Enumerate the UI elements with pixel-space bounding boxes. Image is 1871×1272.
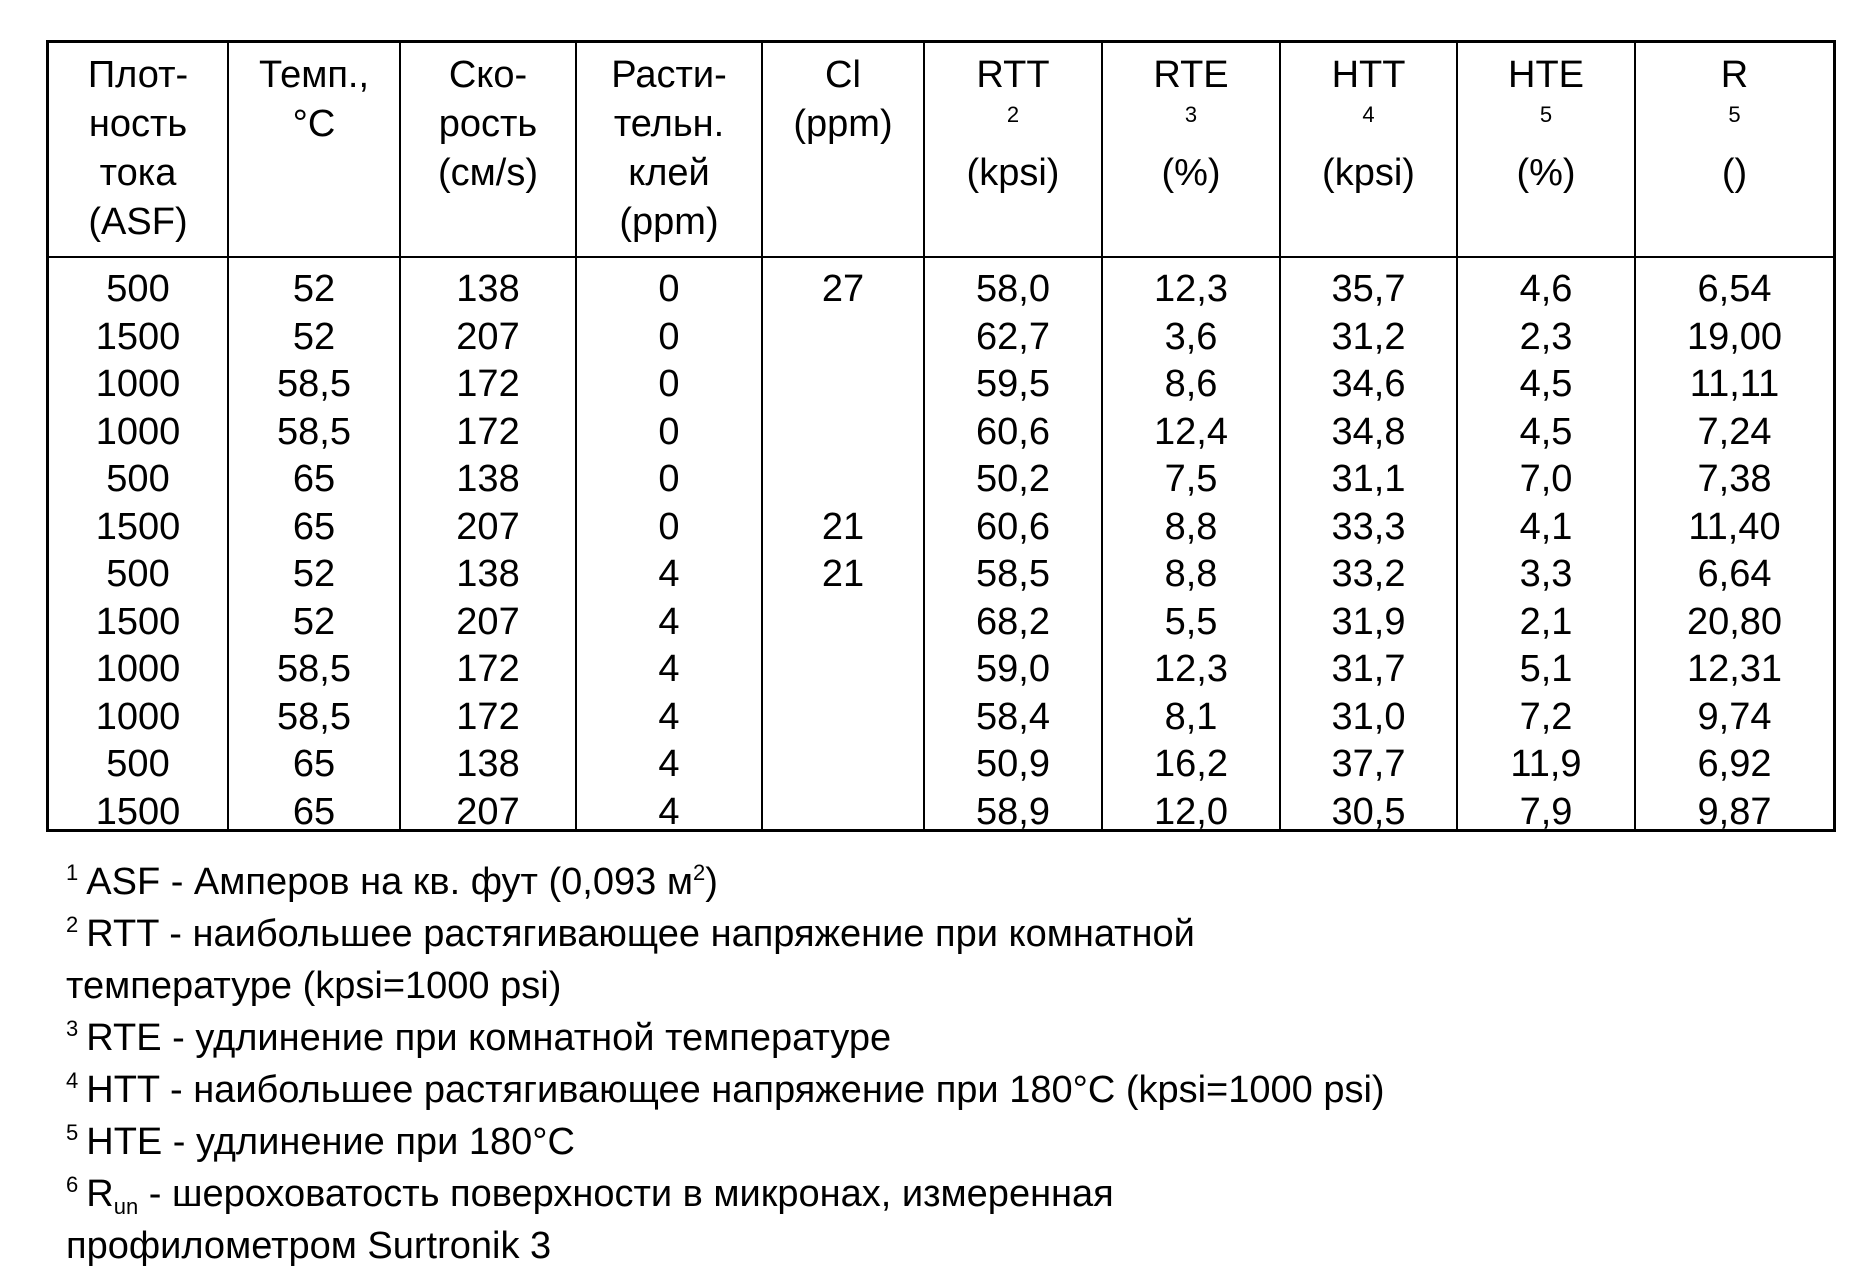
- table-cell: 62,7: [976, 315, 1050, 358]
- table-cell: [763, 741, 923, 789]
- footnote-number: 1: [66, 860, 79, 885]
- header-label: (): [1721, 152, 1748, 194]
- table-cell: 4,5: [1519, 410, 1573, 453]
- table-cell: 52: [292, 268, 336, 310]
- table-cell: 31,2: [1331, 315, 1406, 358]
- table-cell: 0: [658, 268, 680, 310]
- header-line: Темп.,: [258, 54, 370, 96]
- footnote-6: [66, 1168, 1766, 1220]
- table-cell: 12,0: [1154, 790, 1228, 829]
- table-cell: 8,8: [1164, 553, 1218, 595]
- header-line: [1458, 51, 1634, 149]
- column-temperature: [229, 258, 401, 829]
- table-cell: 31,7: [1331, 648, 1406, 690]
- table-cell: 172: [456, 410, 520, 453]
- table-cell: 52: [292, 553, 336, 595]
- header-plant-glue: [577, 43, 763, 258]
- table-cell: 68,2: [976, 600, 1050, 643]
- header-line: [925, 51, 1101, 149]
- table-cell: 11,11: [1689, 363, 1780, 405]
- table-cell: 11,40: [1688, 505, 1781, 548]
- header-sup: 5: [1539, 102, 1553, 127]
- table-cell: 50,2: [976, 458, 1050, 500]
- footnote-text: ASF - Амперов на кв. фут (0,093 м: [86, 861, 693, 903]
- table-cell: 65: [292, 458, 336, 500]
- table-cell: 7,0: [1519, 458, 1573, 500]
- table-cell: 1000: [95, 410, 181, 453]
- header-rtt: [925, 43, 1103, 258]
- table-cell: 4,1: [1519, 505, 1573, 548]
- table-cell: 58,5: [976, 553, 1050, 595]
- header-sup: 2: [1006, 102, 1020, 127]
- table-cell: 207: [456, 600, 520, 643]
- table-cell: 19,00: [1686, 315, 1783, 358]
- table-cell: [763, 456, 923, 504]
- table-cell: 0: [658, 315, 680, 358]
- header-line: (kpsi): [1322, 152, 1415, 194]
- table-cell: 58,5: [277, 363, 351, 405]
- table-cell: 31,9: [1331, 600, 1406, 643]
- table-cell: 172: [456, 363, 520, 405]
- column-plant-glue: [577, 258, 763, 829]
- column-hte: [1458, 258, 1636, 829]
- footnote-5: [66, 1116, 1766, 1168]
- table-cell: 138: [456, 268, 520, 310]
- table-cell: 4: [658, 648, 680, 690]
- footnote-1: [66, 856, 1766, 908]
- table-cell: 33,3: [1331, 505, 1406, 548]
- table-cell: 1500: [95, 505, 181, 548]
- footnote-number: 3: [66, 1016, 79, 1041]
- header-chloride: [763, 43, 925, 258]
- footnote-text: профилометром Surtronik 3: [66, 1225, 552, 1267]
- header-current-density: [49, 43, 229, 258]
- table-cell: 21: [821, 553, 865, 595]
- table-cell: 52: [292, 600, 336, 643]
- header-line: Расти-: [611, 54, 727, 96]
- table-cell: [763, 694, 923, 742]
- table-cell: 207: [456, 315, 520, 358]
- header-line: (ASF): [88, 201, 188, 243]
- footnote-4: [66, 1064, 1766, 1116]
- table-cell: [763, 646, 923, 694]
- header-line: [1281, 51, 1456, 149]
- table-cell: 2,3: [1519, 315, 1573, 358]
- header-rte: [1103, 43, 1281, 258]
- table-cell: 31,1: [1331, 458, 1406, 500]
- results-table: [46, 40, 1836, 832]
- table-cell: 138: [456, 553, 520, 595]
- table-cell: 37,7: [1331, 743, 1406, 785]
- table-cell: [763, 314, 923, 362]
- column-chloride: [763, 258, 925, 829]
- table-cell: 21: [821, 505, 865, 548]
- header-line: (%): [1516, 152, 1576, 194]
- table-cell: 59,0: [976, 648, 1050, 690]
- header-hte: [1458, 43, 1636, 258]
- header-line: °C: [292, 103, 336, 145]
- table-cell: 6,64: [1697, 553, 1772, 595]
- table-cell: 138: [456, 743, 520, 785]
- header-line: клей: [628, 152, 710, 194]
- footnote-2-continued: [66, 960, 1766, 1012]
- header-line: Плот-: [87, 54, 189, 96]
- table-cell: 8,8: [1164, 505, 1218, 548]
- footnote-sup: 2: [692, 860, 706, 885]
- table-cell: 3,3: [1519, 553, 1573, 595]
- table-cell: 2,1: [1519, 600, 1573, 643]
- header-line: (%): [1161, 152, 1221, 194]
- table-cell: [763, 599, 923, 647]
- table-cell: 3,6: [1164, 315, 1218, 358]
- header-line: тельн.: [613, 103, 725, 145]
- table-cell: 1000: [95, 695, 181, 738]
- table-cell: 12,3: [1154, 648, 1228, 690]
- table-cell: 0: [658, 458, 680, 500]
- column-rtt: [925, 258, 1103, 829]
- table-cell: 172: [456, 648, 520, 690]
- header-line: (ppm): [793, 103, 893, 145]
- table-cell: [763, 409, 923, 457]
- table-cell: 58,5: [277, 695, 351, 738]
- footnote-text: HTE - удлинение при 180°C: [86, 1121, 575, 1163]
- header-line: рость: [438, 103, 538, 145]
- footnote-tail: ): [705, 861, 718, 903]
- table-cell: 207: [456, 505, 520, 548]
- table-cell: 16,2: [1154, 743, 1228, 785]
- header-line: Ско-: [448, 54, 528, 96]
- footnote-text: RTT - наибольшее растягивающее напряжение при комнатной: [86, 913, 1195, 955]
- table-cell: 500: [106, 553, 170, 595]
- table-cell: 65: [292, 505, 336, 548]
- footnote-text: HTT - наибольшее растягивающее напряжение при 180°C (kpsi=1000 psi): [86, 1069, 1385, 1111]
- footnote-number: 6: [66, 1172, 79, 1197]
- table-cell: 7,9: [1519, 790, 1573, 829]
- table-cell: 60,6: [976, 410, 1050, 453]
- table-cell: 4: [658, 600, 680, 643]
- footnote-3: [66, 1012, 1766, 1064]
- header-label: HTE: [1508, 54, 1584, 96]
- table-cell: [763, 361, 923, 409]
- column-current-density: [49, 258, 229, 829]
- table-cell: 4: [658, 790, 680, 829]
- table-cell: 27: [821, 268, 865, 310]
- table-cell: 1500: [95, 790, 181, 829]
- footnote-symbol: R: [86, 1173, 114, 1215]
- header-sup: 5: [1728, 102, 1741, 127]
- table-cell: 4,5: [1519, 363, 1573, 405]
- header-label: RTT: [976, 54, 1050, 96]
- header-line: тока: [99, 152, 177, 194]
- table-cell: 207: [456, 790, 520, 829]
- footnote-6-continued: [66, 1220, 1766, 1272]
- table-cell: 65: [292, 743, 336, 785]
- table-cell: 59,5: [976, 363, 1050, 405]
- table-cell: 9,87: [1697, 790, 1772, 829]
- header-line: [1103, 51, 1279, 149]
- table-cell: 138: [456, 458, 520, 500]
- table-cell: 6,54: [1697, 268, 1772, 310]
- table-cell: 0: [658, 363, 680, 405]
- footnote-2: [66, 908, 1766, 960]
- footnote-text: RTE - удлинение при комнатной температуре: [86, 1017, 892, 1059]
- table-cell: 1500: [95, 315, 181, 358]
- table-cell: 1500: [95, 600, 181, 643]
- header-htt: [1281, 43, 1458, 258]
- table-cell: 34,8: [1331, 410, 1406, 453]
- table-cell: 8,6: [1164, 363, 1218, 405]
- table-cell: 500: [106, 743, 170, 785]
- header-line: Cl: [825, 54, 861, 96]
- header-speed: [401, 43, 577, 258]
- table-cell: 7,5: [1164, 458, 1218, 500]
- table-cell: 12,31: [1686, 648, 1783, 690]
- table-cell: 5,5: [1164, 600, 1218, 643]
- table-cell: 0: [658, 505, 680, 548]
- table-cell: 30,5: [1331, 790, 1406, 829]
- table-cell: 500: [106, 268, 170, 310]
- footnote-text: - шероховатость поверхности в микронах, измеренная: [138, 1173, 1114, 1215]
- header-label: R: [1720, 54, 1749, 96]
- table-cell: 500: [106, 458, 170, 500]
- table-cell: 60,6: [976, 505, 1050, 548]
- header-label: RTE: [1153, 54, 1229, 96]
- header-line: ность: [88, 103, 188, 145]
- column-htt: [1281, 258, 1458, 829]
- table-cell: 52: [292, 315, 336, 358]
- table-cell: 7,2: [1519, 695, 1573, 738]
- table-cell: 9,74: [1697, 695, 1772, 738]
- table-cell: 7,24: [1697, 410, 1772, 453]
- table-cell: 11,9: [1510, 743, 1582, 785]
- table-cell: 34,6: [1331, 363, 1406, 405]
- table-cell: 58,4: [976, 695, 1050, 738]
- table-cell: 7,38: [1697, 458, 1772, 500]
- column-rte: [1103, 258, 1281, 829]
- table-cell: 4: [658, 743, 680, 785]
- table-cell: 1000: [95, 363, 181, 405]
- column-roughness: [1636, 258, 1833, 829]
- table-cell: 58,9: [976, 790, 1050, 829]
- header-sup: 3: [1184, 102, 1198, 127]
- header-line: [1636, 51, 1833, 198]
- table-cell: 58,0: [976, 268, 1050, 310]
- table-cell: 4: [658, 695, 680, 738]
- table-cell: 172: [456, 695, 520, 738]
- table-cell: 0: [658, 410, 680, 453]
- footnote-number: 2: [66, 912, 79, 937]
- table-cell: 4: [658, 553, 680, 595]
- table-cell: 35,7: [1331, 268, 1406, 310]
- header-temperature: [229, 43, 401, 258]
- table-cell: 6,92: [1697, 743, 1772, 785]
- table-cell: 4,6: [1519, 268, 1573, 310]
- footnote-subscript: un: [113, 1194, 139, 1219]
- header-sup: 4: [1362, 102, 1375, 127]
- header-label: HTT: [1331, 54, 1406, 96]
- column-speed: [401, 258, 577, 829]
- table-cell: 1000: [95, 648, 181, 690]
- table-cell: 65: [292, 790, 336, 829]
- table-cell: 31,0: [1331, 695, 1406, 738]
- header-line: (ppm): [619, 201, 719, 243]
- table-cell: 58,5: [277, 648, 351, 690]
- table-cell: 12,3: [1154, 268, 1228, 310]
- footnote-number: 5: [66, 1120, 79, 1145]
- table-cell: 12,4: [1154, 410, 1228, 453]
- table-cell: [763, 789, 923, 830]
- footnotes: [66, 856, 1766, 1272]
- table-cell: 50,9: [976, 743, 1050, 785]
- table-cell: 33,2: [1331, 553, 1406, 595]
- table-cell: 8,1: [1164, 695, 1218, 738]
- header-line: (см/s): [438, 152, 538, 194]
- table-cell: 5,1: [1519, 648, 1573, 690]
- table-cell: 20,80: [1686, 600, 1783, 643]
- header-roughness: [1636, 43, 1833, 258]
- header-line: (kpsi): [966, 152, 1060, 194]
- table-cell: 58,5: [277, 410, 351, 453]
- footnote-text: температуре (kpsi=1000 psi): [66, 965, 562, 1007]
- footnote-number: 4: [66, 1068, 79, 1093]
